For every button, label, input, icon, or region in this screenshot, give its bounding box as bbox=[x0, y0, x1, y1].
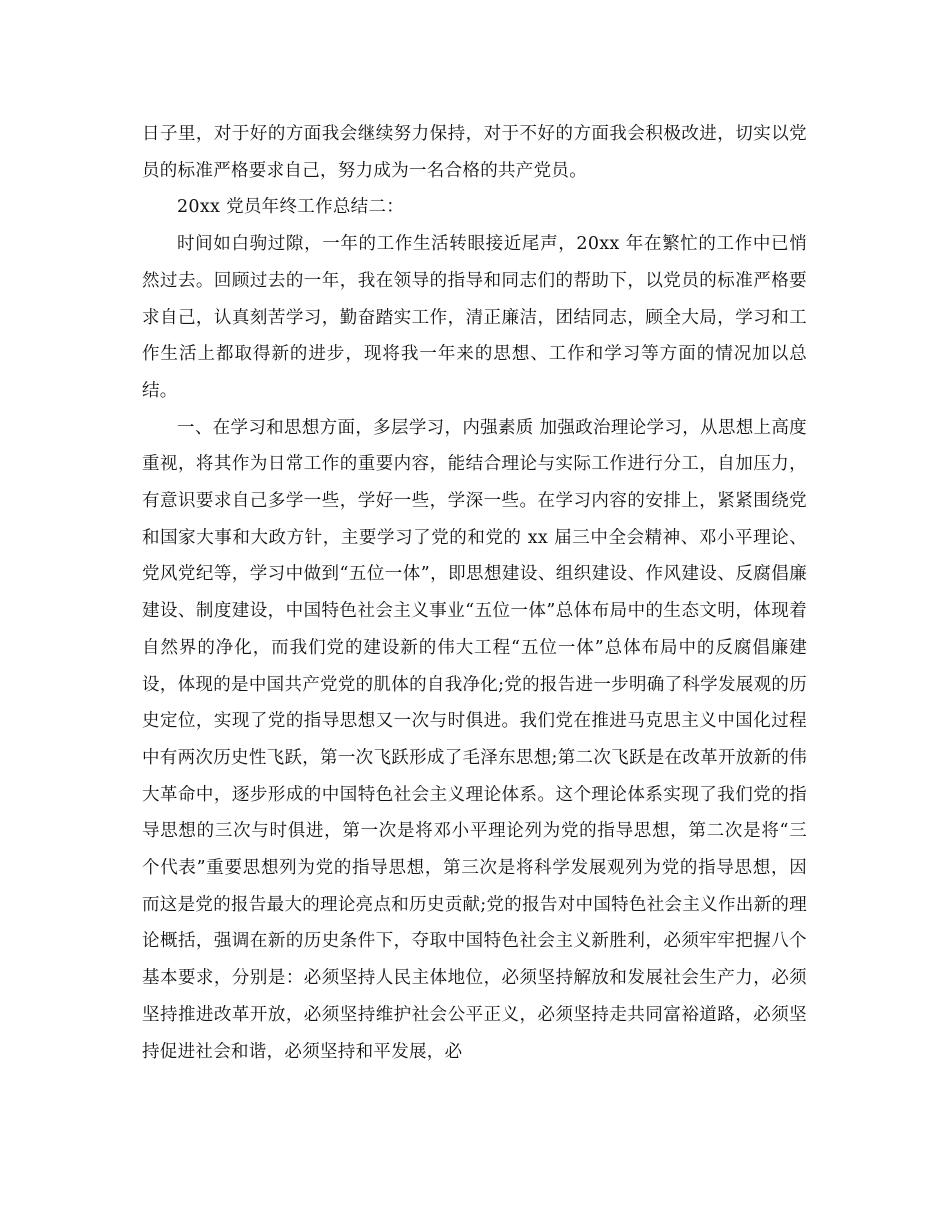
document-body bbox=[142, 116, 807, 1070]
paragraph-intro: 时间如白驹过隙，一年的工作生活转眼接近尾声，20xx 年在繁忙的工作中已悄然过去。回顾过去的一年，我在领导的指导和同志们的帮助下，以党员的标准严格要求自己，认真刻苦学习，勤奋踏实工作，清正廉洁，团结同志，顾全大局，学习和工作生活上都取得新的进步，现将我一年来的思想、工作和学习等方面的情况加以总结。 bbox=[142, 234, 807, 401]
paragraph-continuation: 日子里，对于好的方面我会继续努力保持，对于不好的方面我会积极改进，切实以党员的标准严格要求自己，努力成为一名合格的共产党员。 bbox=[142, 124, 807, 181]
paragraph-study-thought: 一、在学习和思想方面，多层学习，内强素质 加强政治理论学习，从思想上高度重视，将其作为日常工作的重要内容，能结合理论与实际工作进行分工，自加压力，有意识要求自己多学一些，学好一些，学深一些。在学习内容的安排上，紧紧围绕党和国家大事和大政方针，主要学习了党的和党的 xx 届三中全会精神、邓小平理论、党风党纪等，学习中做到“五位一体”，即思想建设、组织建设、作风建设、反腐倡廉建设、制度建设，中国特色社会主义事业“五位一体”总体布局中的生态文明，体现着自然界的净化，而我们党的建设新的伟大工程“五位一体”总体布局中的反腐倡廉建设，体现的是中国共产党党的肌体的自我净化;党的报告进一步明确了科学发展观的历史定位，实现了党的指导思想又一次与时俱进。我们党在推进马克思主义中国化过程中有两次历史性飞跃，第一次飞跃形成了毛泽东思想;第二次飞跃是在改革开放新的伟大革命中，逐步形成的中国特色社会主义理论体系。这个理论体系实现了我们党的指导思想的三次与时俱进，第一次是将邓小平理论列为党的指导思想，第二次是将“三个代表”重要思想列为党的指导思想，第三次是将科学发展观列为党的指导思想，因而这是党的报告最大的理论亮点和历史贡献;党的报告对中国特色社会主义作出新的理论概括，强调在新的历史条件下，夺取中国特色社会主义新胜利，必须牢牢把握八个基本要求，分别是：必须坚持人民主体地位，必须坚持解放和发展社会生产力，必须坚持推进改革开放，必须坚持维护社会公平正义，必须坚持走共同富裕道路，必须坚持促进社会和谐，必须坚持和平发展，必 bbox=[142, 417, 807, 1062]
section-heading: 20xx 党员年终工作总结二： bbox=[177, 197, 405, 218]
